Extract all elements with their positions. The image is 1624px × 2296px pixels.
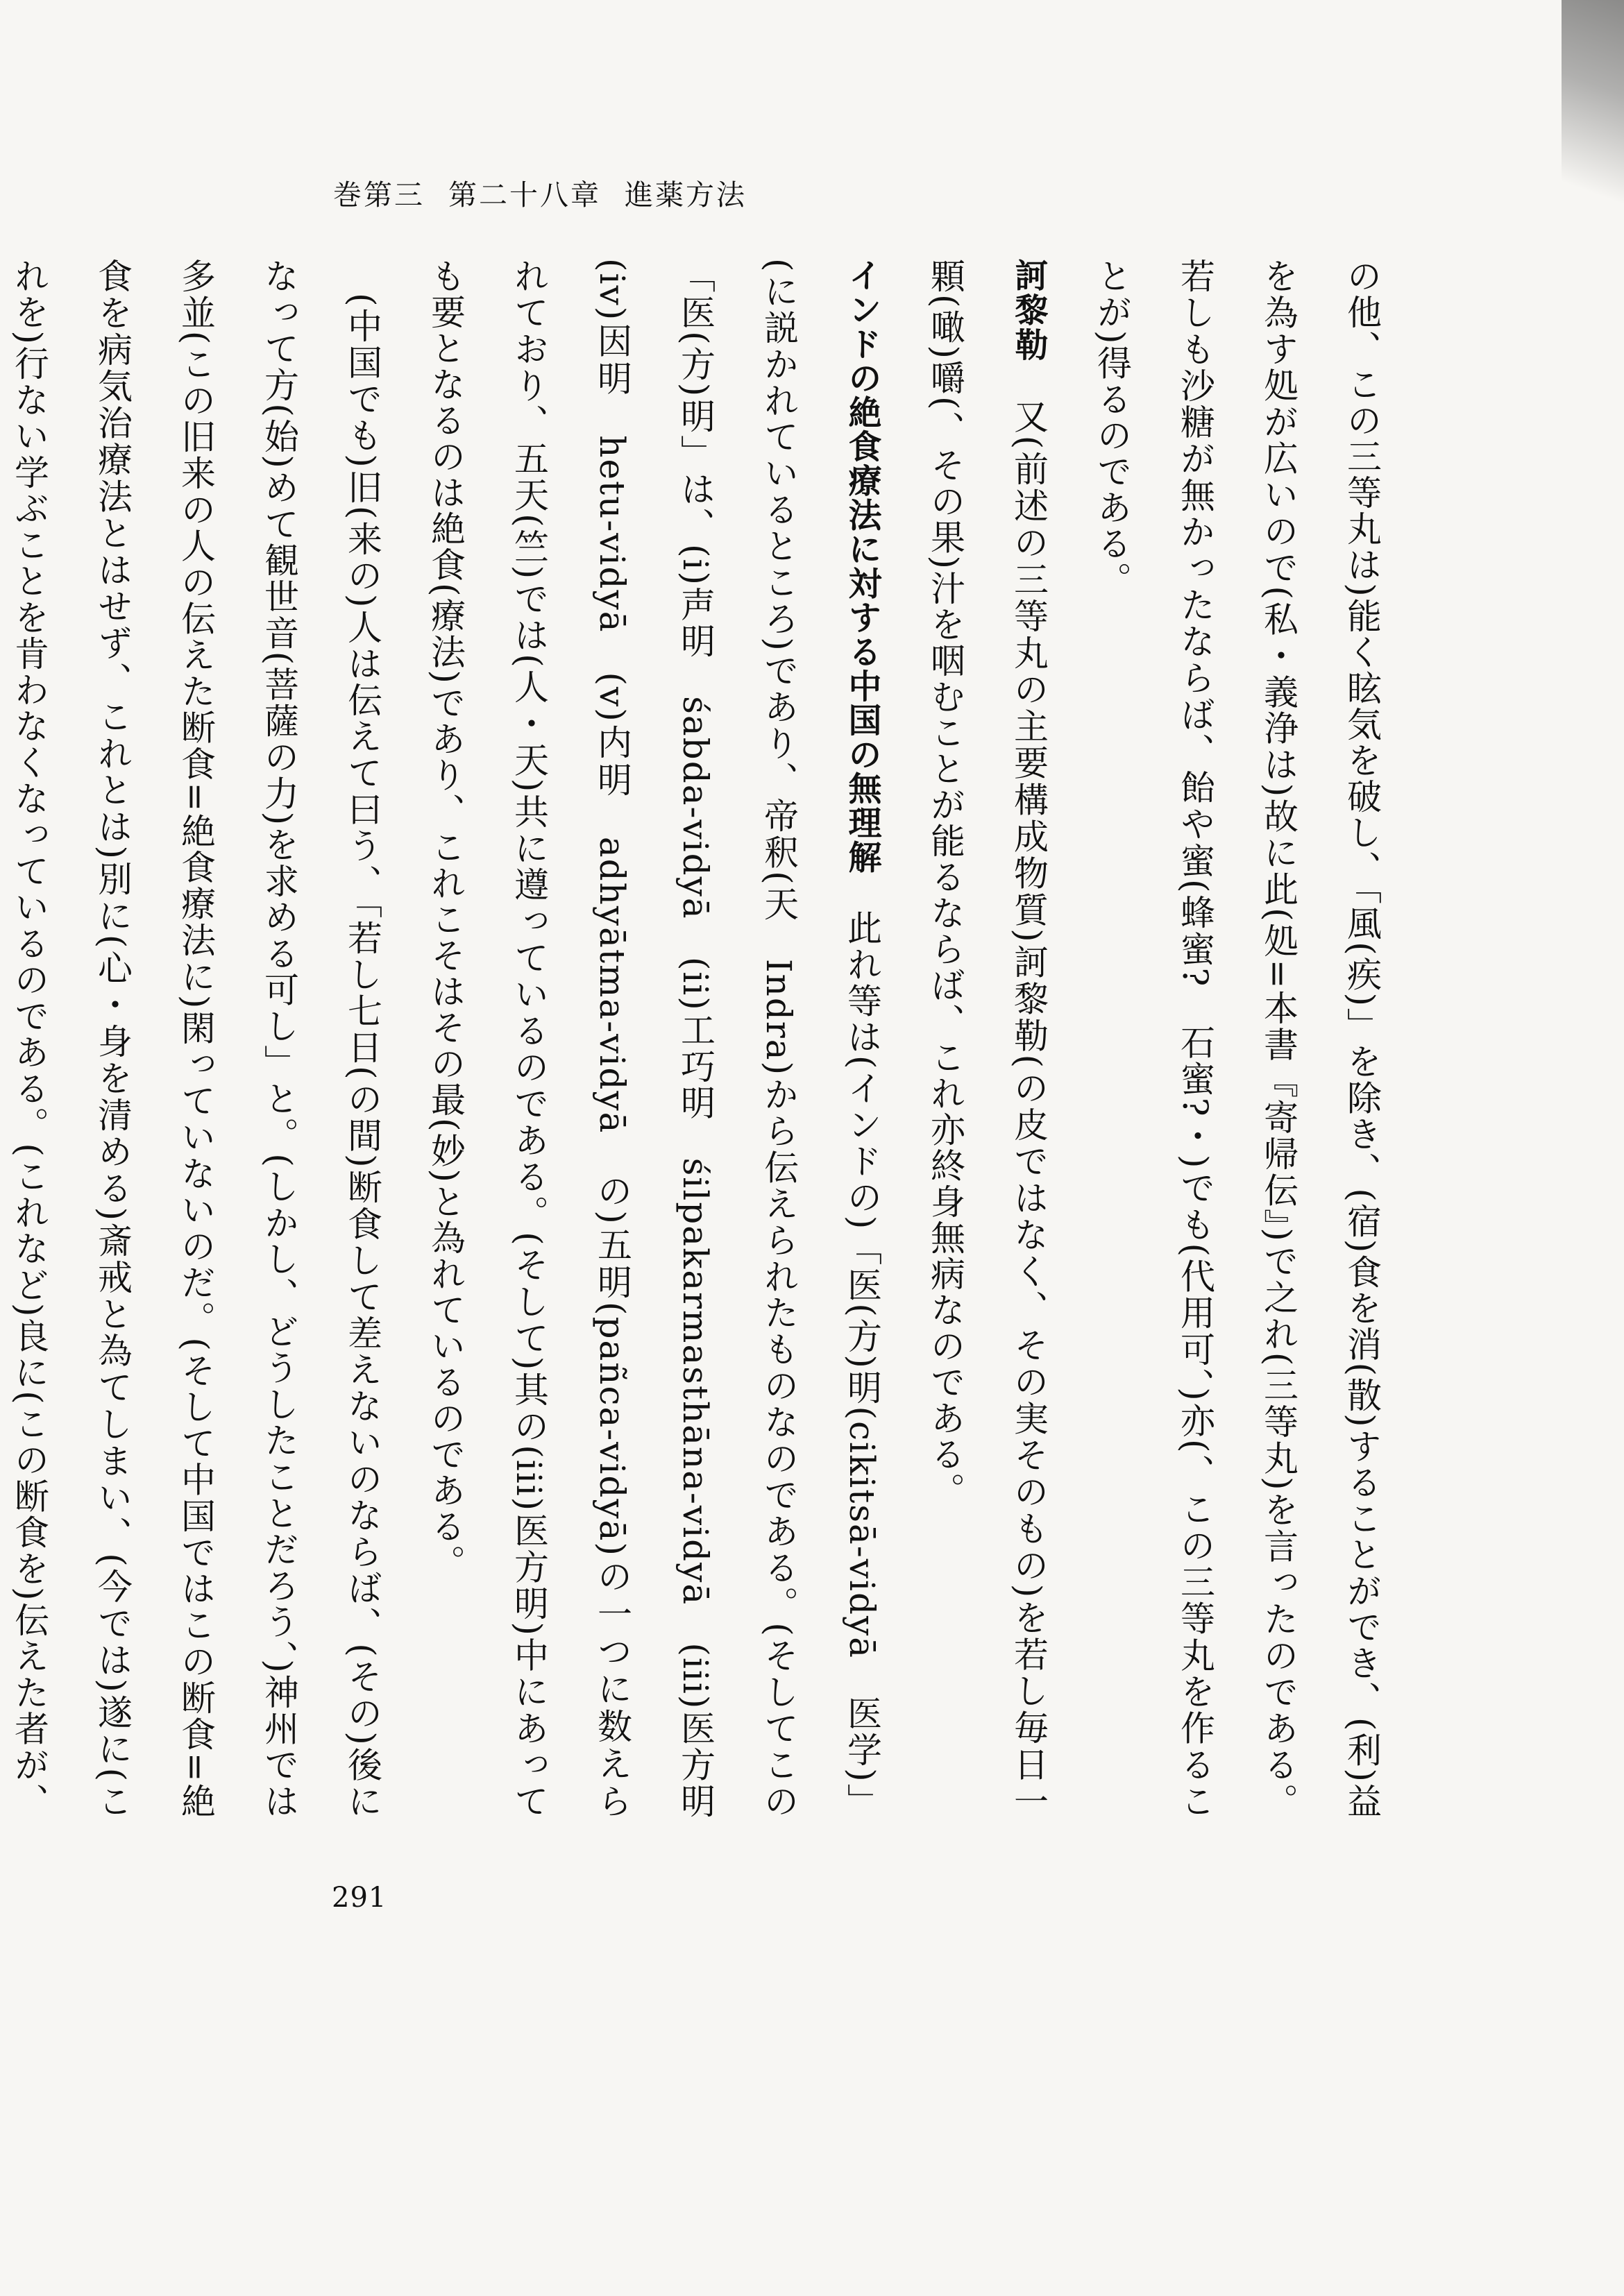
paragraph-continued — [1070, 258, 1403, 1819]
paragraph-text: 又(前述の三等丸の主要構成物質)訶黎勒(の皮ではなく、その実そのもの)を若し毎日一顆(噉)嚼(、その果)汁を咽むことが能るならば、これ亦終身無病なのである。 — [925, 258, 1049, 1820]
paragraph-text: 此れ等は(インドの)「医(方)明(cikitsā-vidyā 医学)」(に説かれているところ)であり、帝釈(天 Indra)から伝えられたものなのである。(そしてこの「医(方)明」は、(i)声明 śabda-vidyā (ii)工巧明 śilpakarmasthāna-vidyā (iii)医方明 (iv)因明 hetu-vidyā (v)内明 adhyātma-vidyā の)五明(pañca-vidyā)の一つに数えられており、五天(竺)では(人・天)共に遵っているのである。(そして)其の(iii)医方明)中にあっても要となるのは絶食(療法)であり、これこそはその最(妙)と為れているのである。 — [425, 258, 882, 1855]
section-heading: インドの絶食療法に対する中国の無理解 — [843, 258, 881, 874]
paragraph-text: (中国でも)旧(来の)人は伝えて曰う、「若し七日(の間)断食して差えないのならば、(その)後になって方(始)めて観世音(菩薩の力)を求める可し」と。(しかし、どうしたことだろう、)神州では多並(この旧来の人の伝えた断食=絶食療法に)閑っていないのだ。(そして中国ではこの断食=絶食を病気治療法とはせず、これとは)別に(心・身を清める)斎戒と為てしまい、(今では)遂に(これを)行ない学ぶことを肯わなくなっているのである。(これなど)良に(この断食を)伝えた者が、 — [9, 258, 382, 1819]
body-text — [9, 258, 1403, 1855]
running-head-chapter: 第二十八章 — [448, 178, 601, 212]
scan-edge-shadow — [1562, 0, 1624, 250]
running-head — [333, 172, 770, 213]
paragraph-china-fasting — [0, 258, 404, 1819]
section-heading: 訶黎勒 — [1009, 258, 1048, 362]
running-head-title: 進薬方法 — [625, 178, 747, 212]
paragraph-text: の他、この三等丸は)能く眩気を破し、「風(疾)」を除き、(宿)食を消(散)することができ、(利)益を為す処が広いので(私・義浄は)故に此(処=本書『寄帰伝』)で之れ(三等丸)を言ったのである。若しも沙糖が無かったならば、飴や蜜(蜂蜜? 石蜜?・)でも(代用可、)亦(、この三等丸を作ることが)得るのである。 — [1092, 258, 1382, 1819]
running-head-volume: 巻第三 — [333, 178, 425, 212]
page-number: 291 — [332, 1882, 387, 1914]
